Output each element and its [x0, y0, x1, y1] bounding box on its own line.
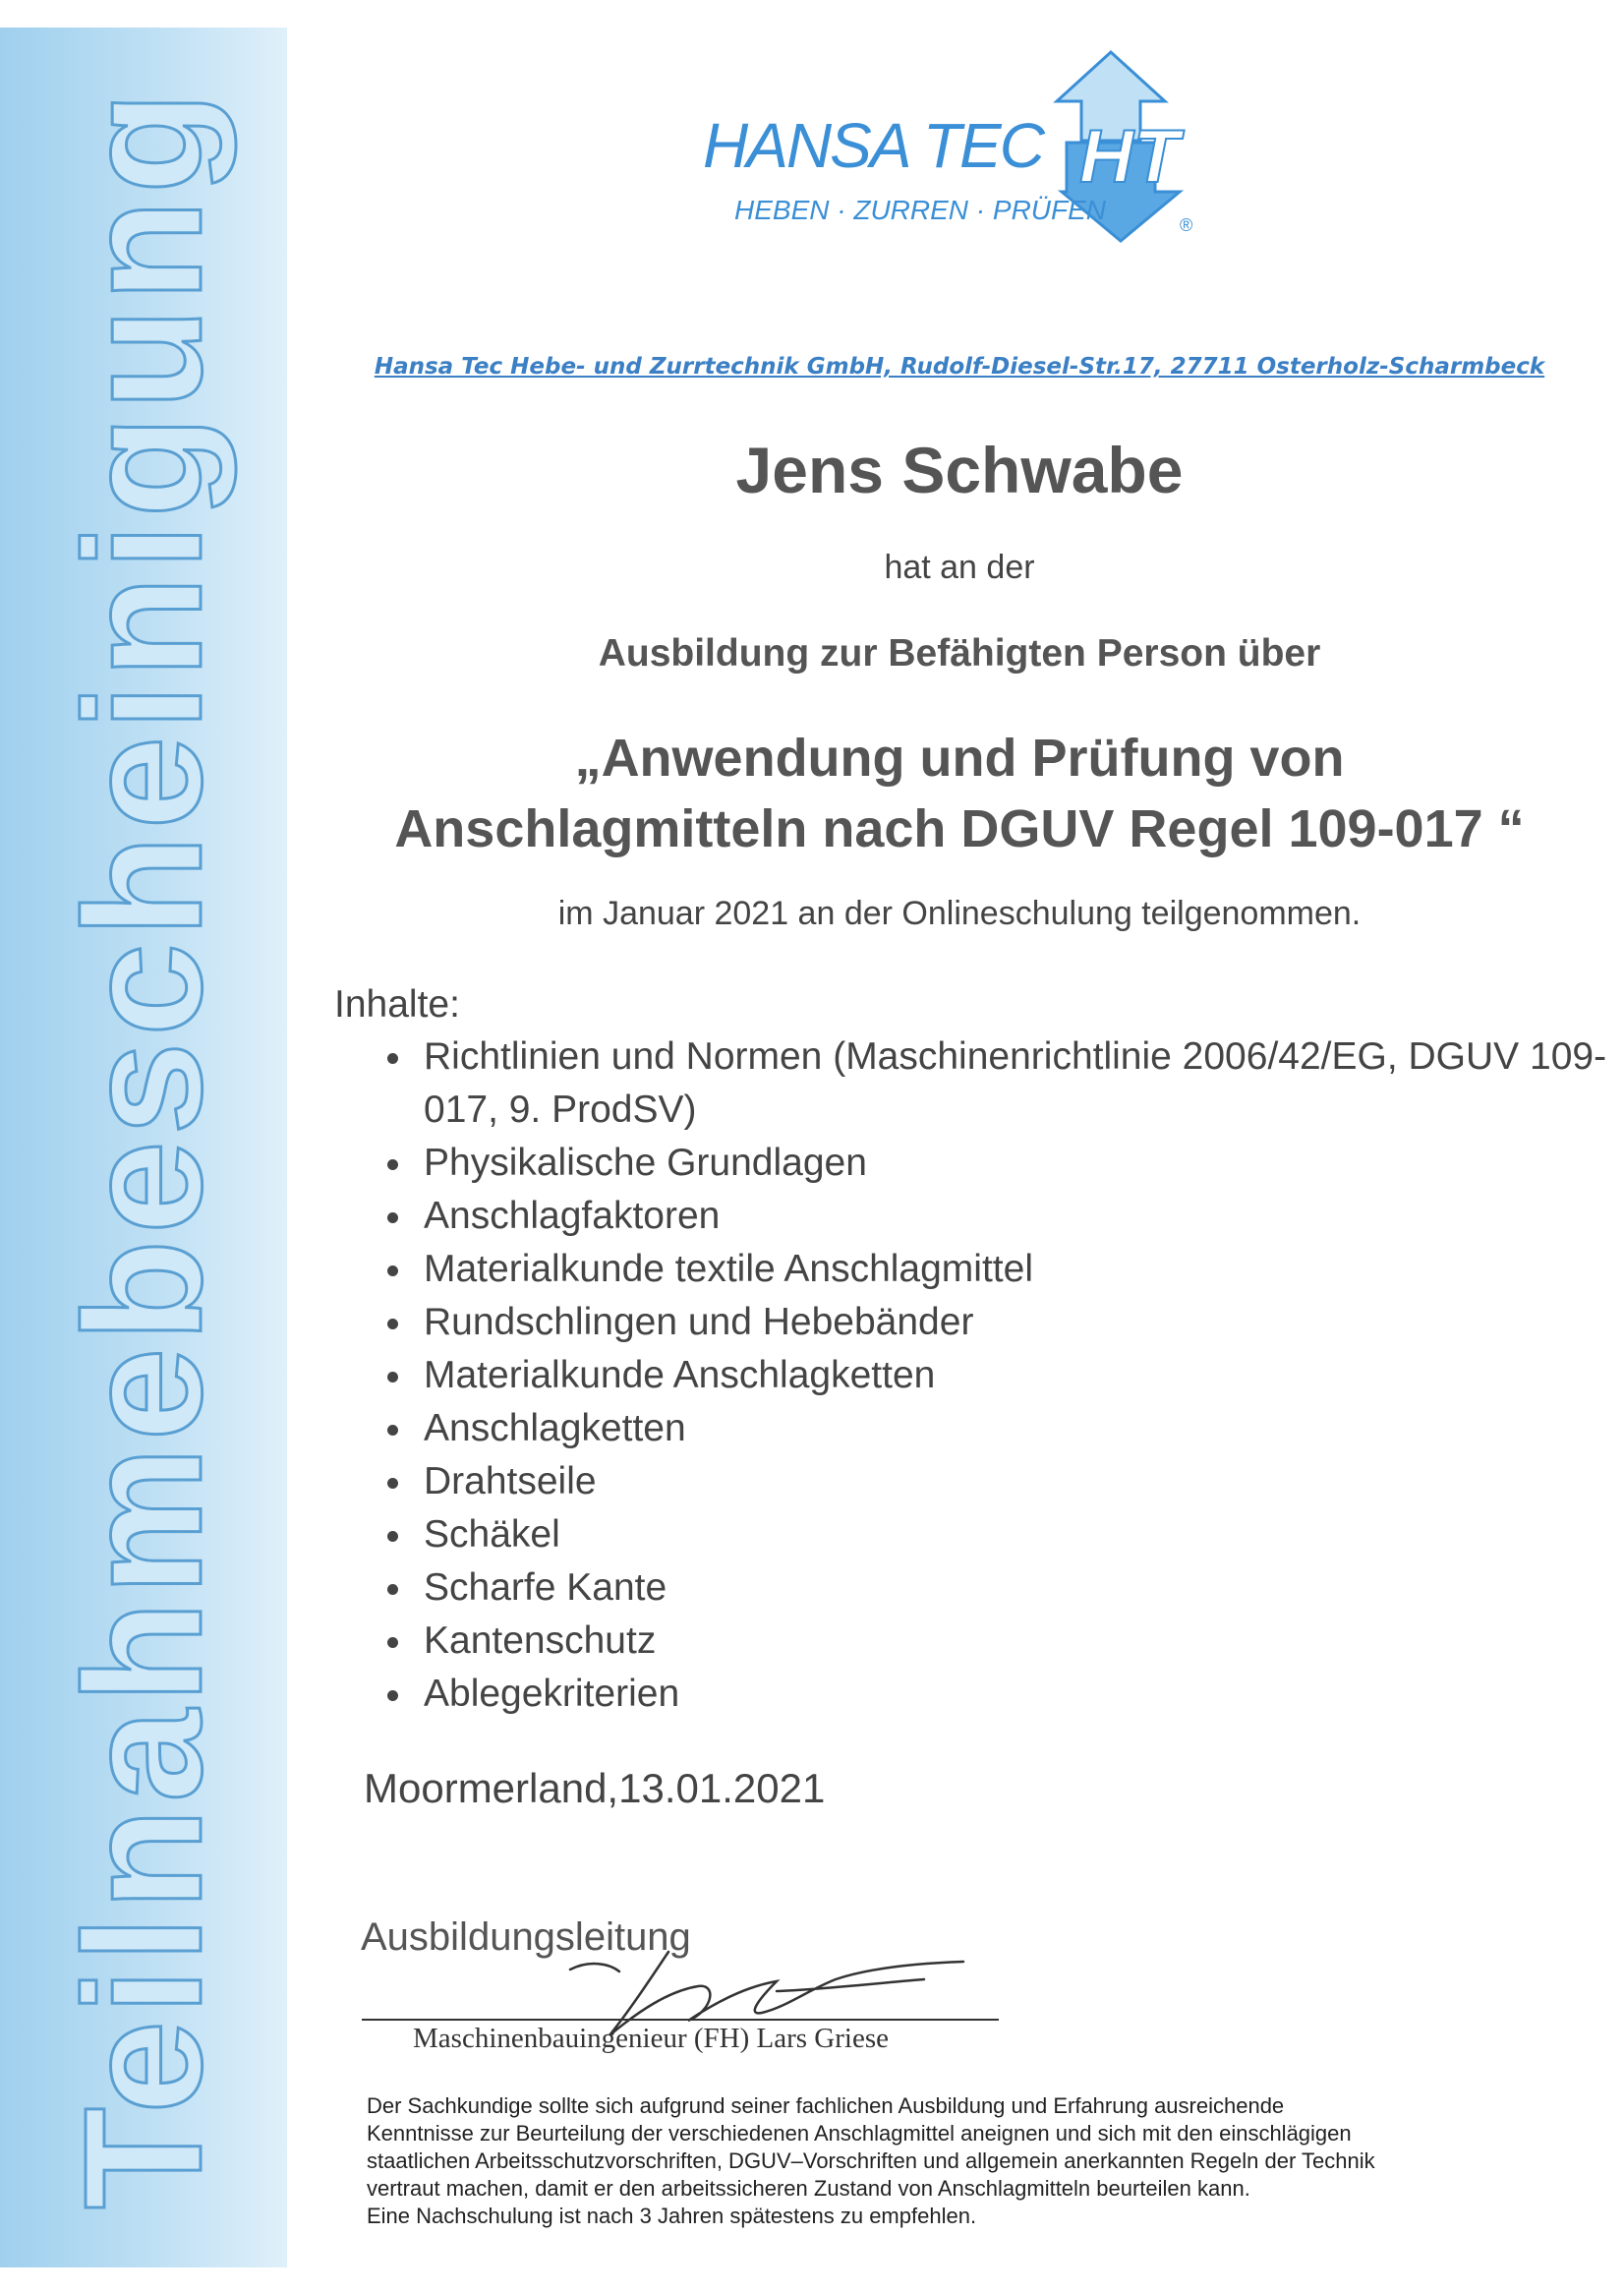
contents-label: Inhalte:	[334, 983, 460, 1026]
sidebar-banner	[0, 28, 287, 2267]
list-item: • Scharfe Kante	[416, 1561, 1624, 1615]
participant-name: Jens Schwabe	[735, 434, 1184, 506]
list-item: • Physikalische Grundlagen	[416, 1137, 1624, 1190]
list-item: • Anschlagfaktoren	[416, 1190, 1624, 1243]
list-item: • Richtlinien und Normen (Maschinenrichtlinie 2006/42/EG, DGUV 109-017, 9. ProdSV)	[416, 1030, 1624, 1137]
signature-line	[362, 2019, 999, 2021]
signature-label: Ausbildungsleitung	[361, 1915, 691, 1959]
disclaimer-text: Der Sachkundige sollte sich aufgrund seiner fachlichen Ausbildung und Erfahrung ausreichende Kenntnisse zur Beurteilung der verschiedenen Anschlagmittel aneignen und sich mit den einschlägigen staatlichen Arbeitsschutzvorschriften, DGUV–Vorschriften und allgemein anerkannten Regeln der Technik vertraut machen, damit er den arbeitssicheren Zustand von Anschlagmitteln beurteilen kann. Eine Nachschulung ist nach 3 Jahren spätestens zu empfehlen.	[367, 2093, 1375, 2228]
list-item: • Schäkel	[416, 1508, 1624, 1561]
course-title	[295, 723, 1624, 864]
intro-text: hat an der	[884, 549, 1035, 586]
contents-list	[369, 1030, 1624, 1721]
logo-monogram: HT	[1079, 115, 1180, 199]
list-item: • Drahtseile	[416, 1455, 1624, 1508]
logo-brand-text: HANSA TEC	[703, 110, 1043, 181]
logo-tagline: HEBEN · ZURREN · PRÜFEN	[734, 195, 1107, 225]
logo-registered-mark: ®	[1180, 215, 1193, 235]
list-item: • Ablegekriterien	[416, 1668, 1624, 1721]
list-item: • Materialkunde Anschlagketten	[416, 1349, 1624, 1402]
list-item: • Anschlagketten	[416, 1402, 1624, 1455]
course-title-line-1: „Anwendung und Prüfung von	[574, 729, 1345, 788]
participation-text: im Januar 2021 an der Onlineschulung teilgenommen.	[557, 895, 1362, 932]
vertical-title: Teilnahmebescheinigung	[50, 86, 237, 2209]
company-logo	[688, 44, 1239, 251]
list-item: • Rundschlingen und Hebebänder	[416, 1296, 1624, 1349]
place-date: Moormerland,13.01.2021	[364, 1765, 826, 1811]
list-item: • Kantenschutz	[416, 1615, 1624, 1668]
company-address: Hansa Tec Hebe- und Zurrtechnik GmbH, Rudolf-Diesel-Str.17, 27711 Osterholz-Scharmbeck	[374, 354, 1545, 380]
signer-name: Maschinenbauingenieur (FH) Lars Griese	[413, 2023, 889, 2054]
course-title-line-2: Anschlagmitteln nach DGUV Regel 109-017 “	[394, 799, 1525, 858]
list-item: • Materialkunde textile Anschlagmittel	[416, 1243, 1624, 1296]
course-heading: Ausbildung zur Befähigten Person über	[598, 632, 1321, 675]
